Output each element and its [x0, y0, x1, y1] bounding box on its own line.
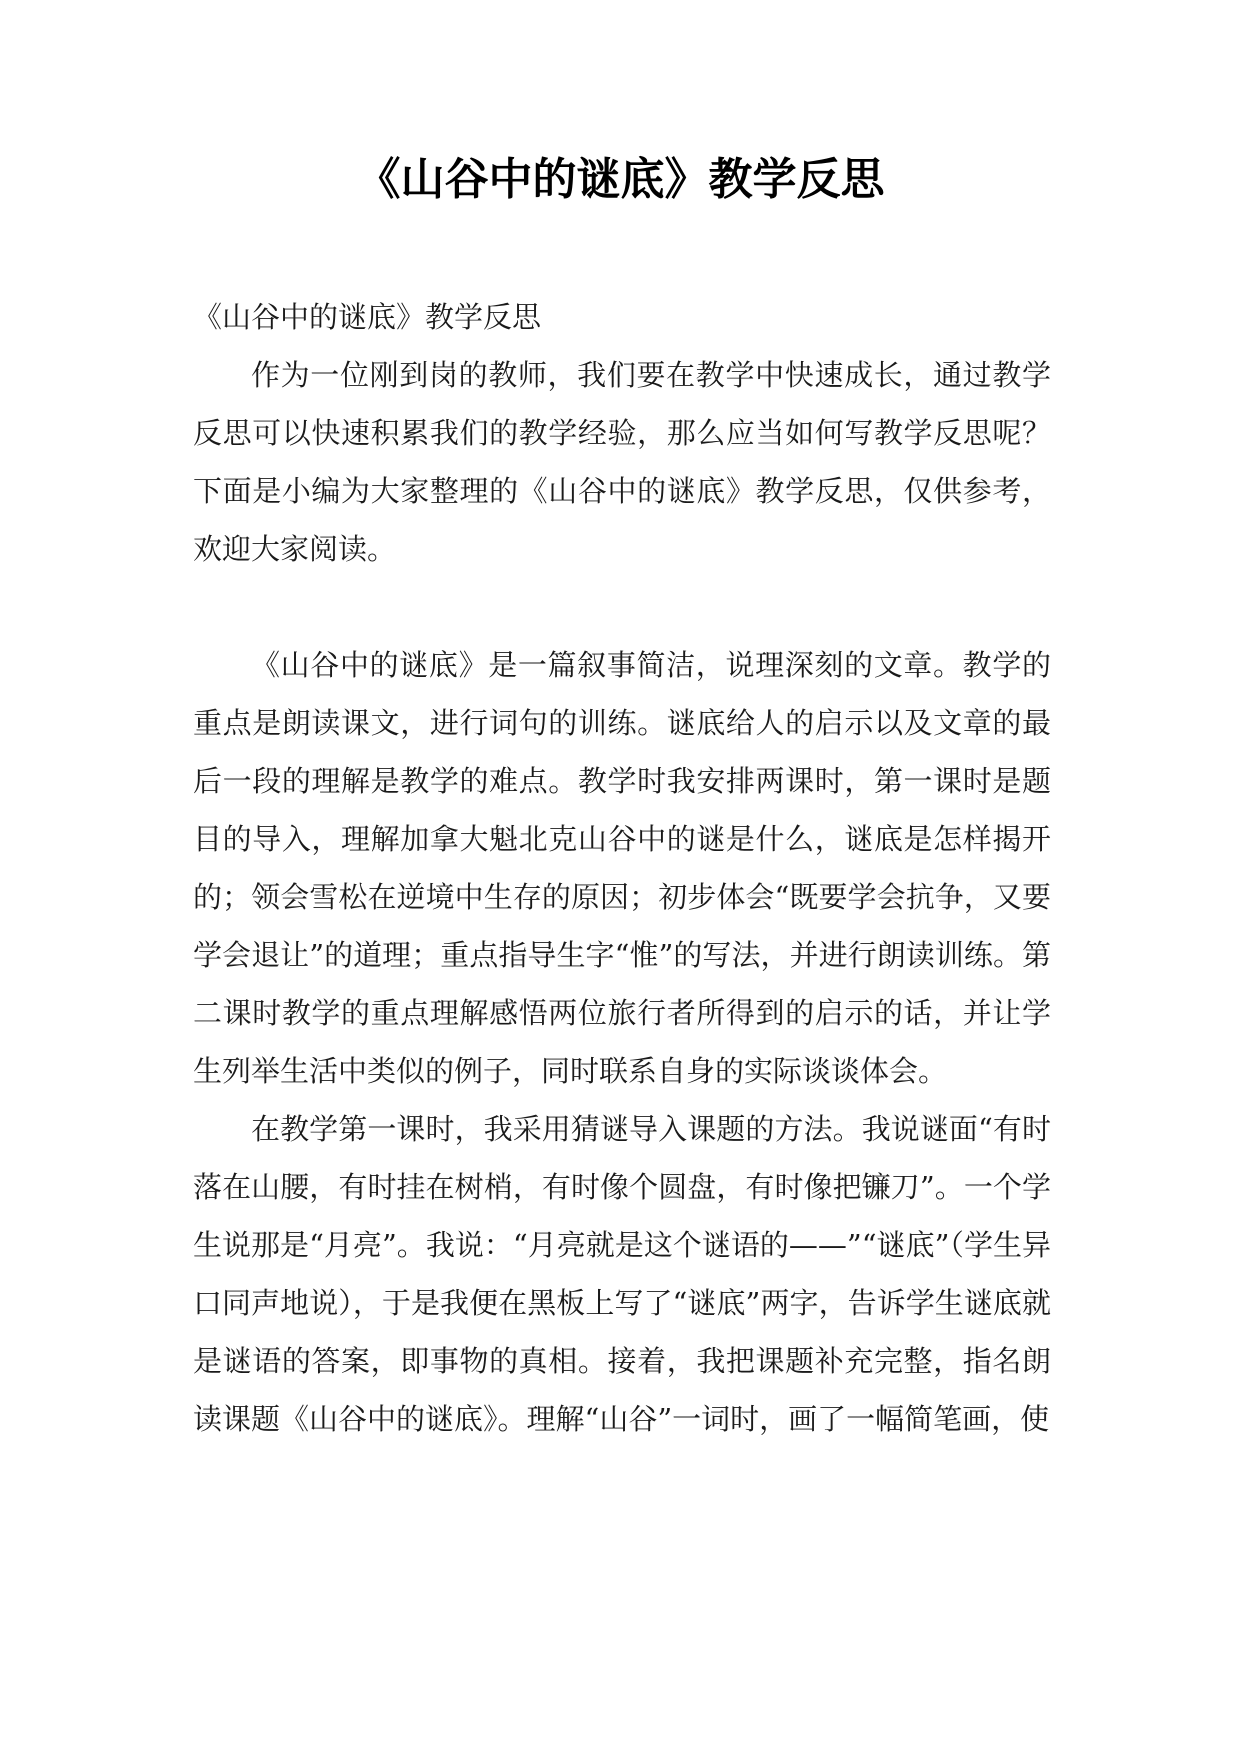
- intro-paragraph: 作为一位刚到岗的教师，我们要在教学中快速成长，通过教学反思可以快速积累我们的教学经验，那么应当如何写教学反思呢？下面是小编为大家整理的《山谷中的谜底》教学反思，仅供参考，欢迎大家阅读。: [193, 358, 1051, 566]
- subtitle-paragraph: 《山谷中的谜底》教学反思: [193, 300, 542, 334]
- document-title: 《山谷中的谜底》教学反思: [356, 154, 885, 205]
- lesson-paragraph: 在教学第一课时，我采用猜谜导入课题的方法。我说谜面“有时落在山腰，有时挂在树梢，有时像个圆盘，有时像把镰刀”。一个学生说那是“月亮”。我说：“月亮就是这个谜语的——”“谜底”（学生异口同声地说），于是我便在黑板上写了“谜底”两字，告诉学生谜底就是谜语的答案，即事物的真相。接着，我把课题补充完整，指名朗读课题《山谷中的谜底》。理解“山谷”一词时，画了一幅简笔画，使: [193, 1112, 1051, 1436]
- paragraph-spacer: [193, 578, 1051, 636]
- summary-paragraph: 《山谷中的谜底》是一篇叙事简洁，说理深刻的文章。教学的重点是朗读课文，进行词句的训练。谜底给人的启示以及文章的最后一段的理解是教学的难点。教学时我安排两课时，第一课时是题目的导入，理解加拿大魁北克山谷中的谜是什么，谜底是怎样揭开的；领会雪松在逆境中生存的原因；初步体会“既要学会抗争，又要学会退让”的道理；重点指导生字“惟”的写法，并进行朗读训练。第二课时教学的重点理解感悟两位旅行者所得到的启示的话，并让学生列举生活中类似的例子，同时联系自身的实际谈谈体会。: [193, 648, 1051, 1088]
- document-body: [193, 288, 1051, 1448]
